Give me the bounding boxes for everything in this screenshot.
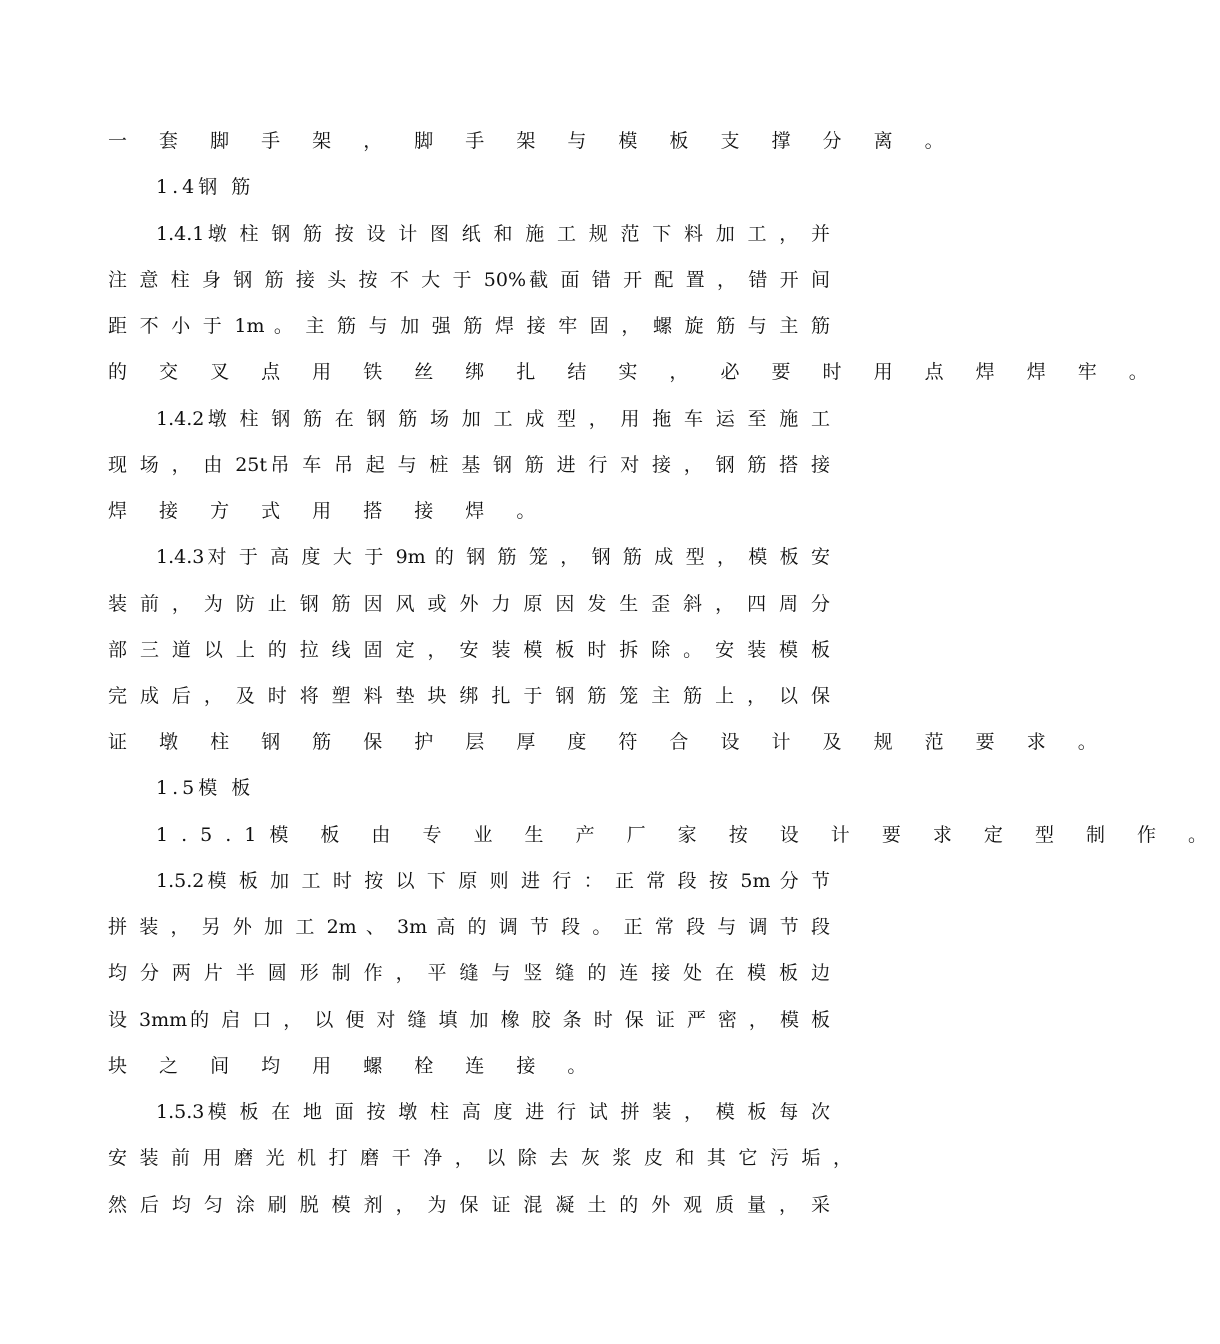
text-line: 1.5.3模 板 在 地 面 按 墩 柱 高 度 进 行 试 拼 装 ， 模 板 每 次 — [156, 1101, 830, 1123]
text-line: 1.4.2墩 柱 钢 筋 在 钢 筋 场 加 工 成 型 ， 用 拖 车 运 至 施 工 — [156, 408, 830, 430]
section-heading: 1.4钢 筋 — [156, 176, 255, 198]
text-line: 一 套 脚 手 架 ， 脚 手 架 与 模 板 支 撑 分 离 。 — [108, 130, 957, 152]
text-line: 距 不 小 于 1m 。 主 筋 与 加 强 筋 焊 接 牢 固 ， 螺 旋 筋 与 主 筋 — [108, 315, 830, 337]
section-heading: 1.5模 板 — [156, 777, 255, 799]
text-line: 设 3mm的 启 口 ， 以 便 对 缝 填 加 橡 胶 条 时 保 证 严 密 ， 模 板 — [108, 1009, 830, 1031]
text-line: 拼 装 ， 另 外 加 工 2m 、 3m 高 的 调 节 段 。 正 常 段 与 调 节 段 — [108, 916, 830, 938]
text-line: 完 成 后 ， 及 时 将 塑 料 垫 块 绑 扎 于 钢 筋 笼 主 筋 上 ， 以 保 — [108, 685, 830, 707]
text-line: 1.5.1模 板 由 专 业 生 产 厂 家 按 设 计 要 求 定 型 制 作 。 — [156, 824, 1220, 846]
text-line: 安 装 前 用 磨 光 机 打 磨 干 净 ， 以 除 去 灰 浆 皮 和 其 它 污 垢 ， — [108, 1147, 852, 1169]
text-line: 注 意 柱 身 钢 筋 接 头 按 不 大 于 50%截 面 错 开 配 置 ， 错 开 间 — [108, 269, 830, 291]
text-line: 证 墩 柱 钢 筋 保 护 层 厚 度 符 合 设 计 及 规 范 要 求 。 — [108, 731, 1110, 753]
text-line: 1.4.3对 于 高 度 大 于 9m 的 钢 筋 笼 ， 钢 筋 成 型 ， 模 板 安 — [156, 546, 830, 568]
text-line: 焊 接 方 式 用 搭 接 焊 。 — [108, 500, 549, 522]
text-line: 然 后 均 匀 涂 刷 脱 模 剂 ， 为 保 证 混 凝 土 的 外 观 质 量 ， 采 — [108, 1194, 830, 1216]
text-line: 的 交 叉 点 用 铁 丝 绑 扎 结 实 ， 必 要 时 用 点 焊 焊 牢 。 — [108, 361, 1161, 383]
text-line: 部 三 道 以 上 的 拉 线 固 定 ， 安 装 模 板 时 拆 除 。 安 装 模 板 — [108, 639, 830, 661]
text-line: 块 之 间 均 用 螺 栓 连 接 。 — [108, 1055, 600, 1077]
text-line: 均 分 两 片 半 圆 形 制 作 ， 平 缝 与 竖 缝 的 连 接 处 在 模 板 边 — [108, 962, 830, 984]
text-line: 1.4.1墩 柱 钢 筋 按 设 计 图 纸 和 施 工 规 范 下 料 加 工 ， 并 — [156, 223, 830, 245]
text-line: 装 前 ， 为 防 止 钢 筋 因 风 或 外 力 原 因 发 生 歪 斜 ， 四 周 分 — [108, 593, 830, 615]
text-line: 1.5.2模 板 加 工 时 按 以 下 原 则 进 行 ： 正 常 段 按 5m 分 节 — [156, 870, 830, 892]
text-line: 现 场 ， 由 25t吊 车 吊 起 与 桩 基 钢 筋 进 行 对 接 ， 钢 筋 搭 接 — [108, 454, 830, 476]
